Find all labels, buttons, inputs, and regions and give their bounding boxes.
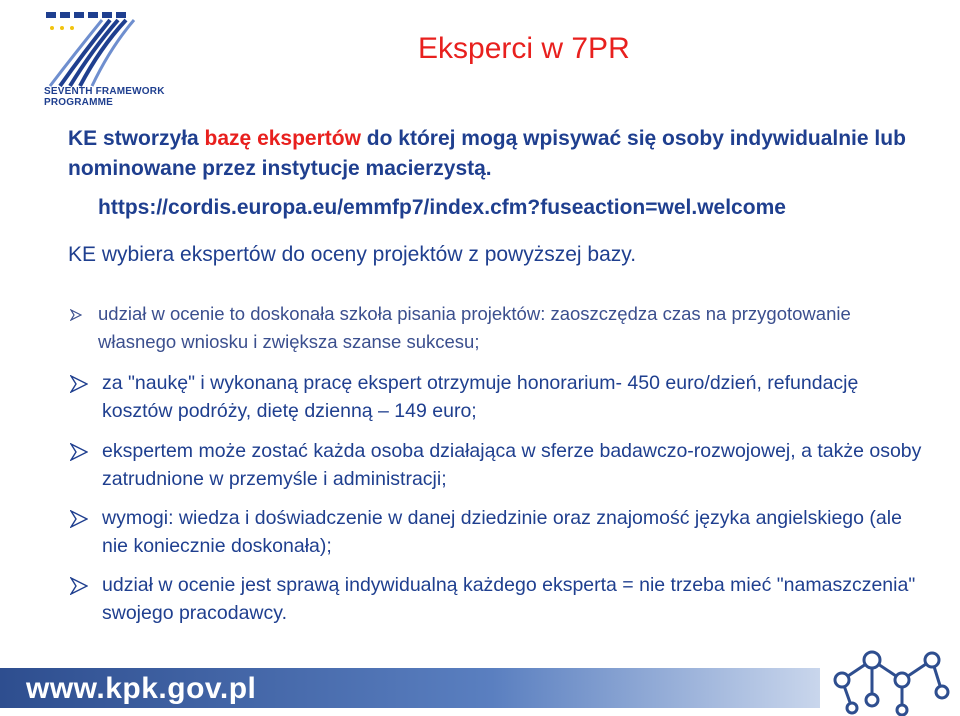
intro-part-2: do której mogą wpisywać się osoby indywidualnie lub nominowane przez instytucje macierzystą. (68, 127, 906, 180)
bullet-text: udział w ocenie jest sprawą indywidualną każdego eksperta = nie trzeba mieć "namaszczenia" swojego pracodawcy. (102, 574, 916, 624)
logo-line-2: PROGRAMME (44, 97, 114, 108)
intro-paragraph (68, 124, 928, 184)
logo-line-1: SEVENTH FRAMEWORK (44, 86, 165, 97)
fp7-logo-text (44, 86, 165, 108)
expert-db-url[interactable]: https://cordis.europa.eu/emmfp7/index.cfm?fuseaction=wel.welcome (98, 196, 786, 219)
arrow-bullet-icon (70, 443, 88, 461)
bullet-text: ekspertem może zostać każda osoba działająca w sferze badawczo-rozwojowej, a także osoby zatrudnione w przemyśle i administracji; (102, 440, 922, 490)
arrow-bullet-icon (70, 577, 88, 595)
bullet-text: wymogi: wiedza i doświadczenie w danej dziedzinie oraz znajomość języka angielskiego (ale nie koniecznie doskonała); (102, 507, 902, 557)
footer-website[interactable]: www.kpk.gov.pl (26, 672, 257, 705)
footer (0, 660, 960, 716)
arrow-bullet-icon (70, 375, 88, 393)
molecule-decoration-icon (822, 640, 952, 716)
bullet-text: za "naukę" i wykonaną pracę ekspert otrzymuje honorarium- 450 euro/dzień, refundację kosztów podróży, dietę dzienną – 149 euro; (102, 372, 859, 422)
arrow-bullet-icon (70, 309, 82, 321)
page-title: Eksperci w 7PR (418, 32, 630, 65)
bullet-text: udział w ocenie to doskonała szkoła pisania projektów: zaoszczędza czas na przygotowanie własnego wniosku i zwiększa szanse sukcesu; (98, 303, 851, 352)
arrow-bullet-icon (70, 510, 88, 528)
fp7-seven-icon (40, 8, 152, 88)
intro-part-1: KE stworzyła (68, 127, 205, 150)
ke-selects-text: KE wybiera ekspertów do oceny projektów z powyższej bazy. (68, 243, 637, 266)
intro-highlight: bazę ekspertów (204, 127, 361, 150)
